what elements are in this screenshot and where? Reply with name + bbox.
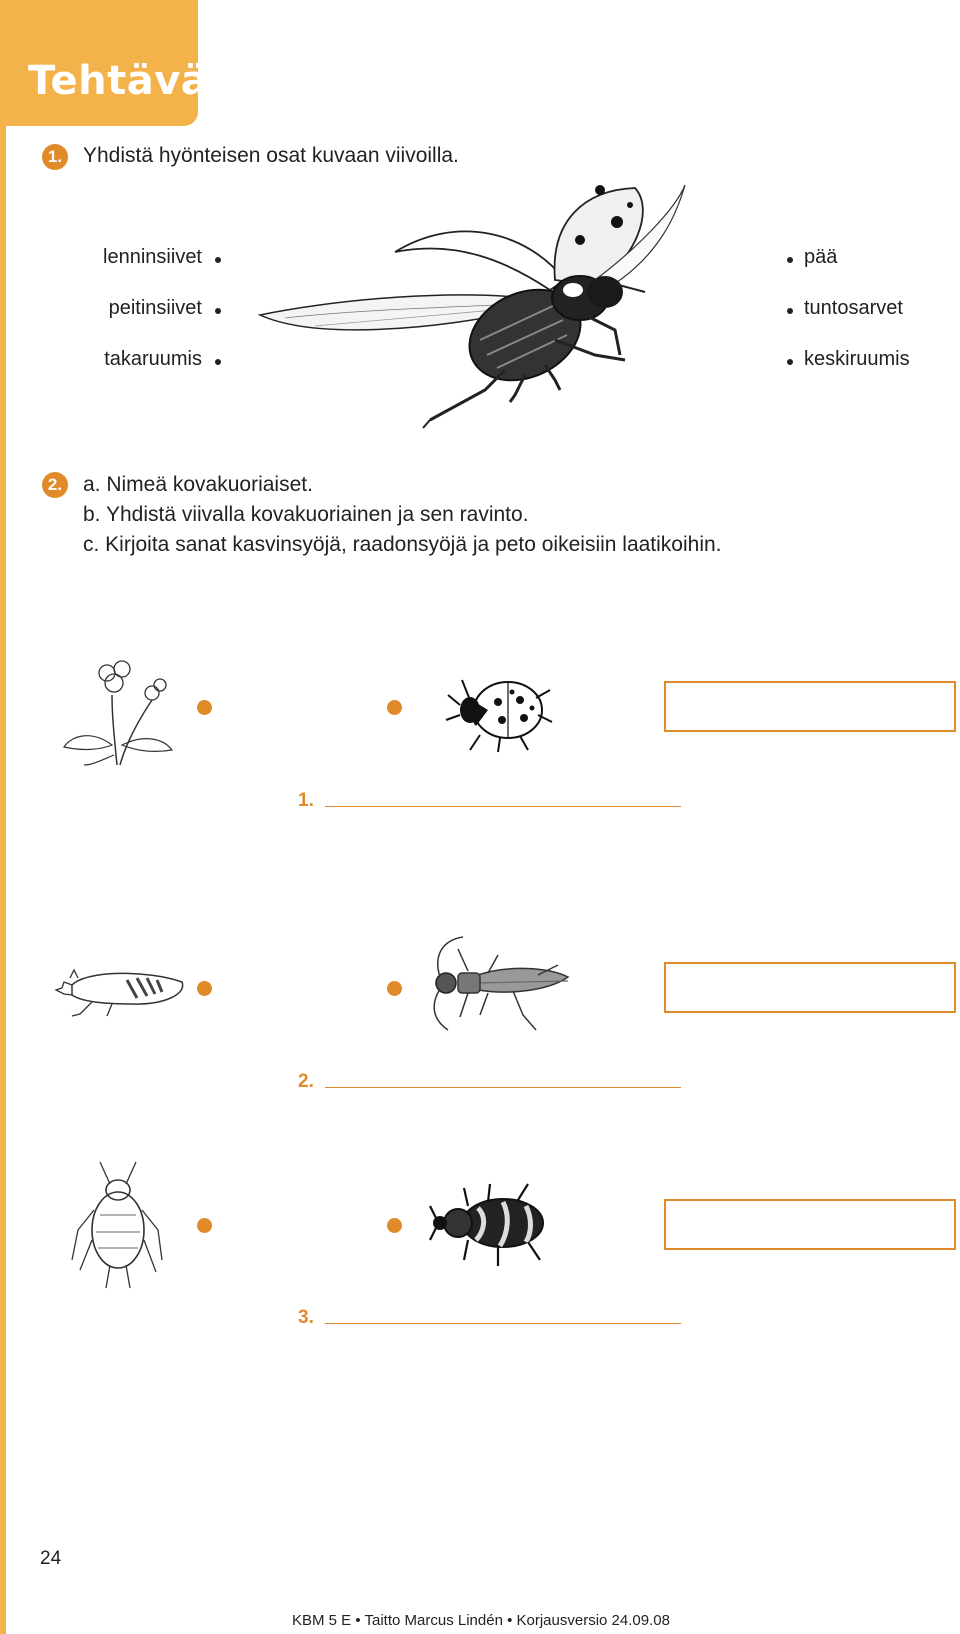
beetle-name-line-3[interactable] <box>325 1323 681 1324</box>
label-peitinsiivet: peitinsiivet <box>108 297 202 319</box>
diet-answer-box-2[interactable] <box>664 962 956 1013</box>
page-title: Tehtävät <box>28 58 228 104</box>
task-2-number: 2. <box>42 472 68 498</box>
food-connect-dot[interactable] <box>197 700 212 715</box>
header-tab <box>0 0 228 126</box>
pansy-plant-illustration <box>62 655 174 767</box>
footer-credits: KBM 5 E • Taitto Marcus Lindén • Korjausversio 24.09.08 <box>292 1612 670 1629</box>
diet-answer-box-3[interactable] <box>664 1199 956 1250</box>
task-2-line-c: c. Kirjoita sanat kasvinsyöjä, raadonsyöjä ja peto oikeisiin laatikoihin. <box>83 533 722 556</box>
seven-spot-ladybird-illustration <box>440 660 555 755</box>
task-2-line-a: a. Nimeä kovakuoriaiset. <box>83 473 313 496</box>
beetle-name-number: 2. <box>298 1071 314 1092</box>
flying-ladybug-illustration <box>255 180 695 445</box>
food-connect-dot[interactable] <box>197 1218 212 1233</box>
label-tuntosarvet: tuntosarvet <box>804 297 903 319</box>
beetle-name-line-2[interactable] <box>325 1087 681 1088</box>
food-connect-dot[interactable] <box>197 981 212 996</box>
connect-point[interactable] <box>787 257 793 263</box>
beetle-connect-dot[interactable] <box>387 981 402 996</box>
connect-point[interactable] <box>215 257 221 263</box>
soldier-beetle-illustration <box>418 935 578 1045</box>
beetle-connect-dot[interactable] <box>387 1218 402 1233</box>
beetle-name-line-1[interactable] <box>325 806 681 807</box>
diet-answer-box-1[interactable] <box>664 681 956 732</box>
task-1-instruction: Yhdistä hyönteisen osat kuvaan viivoilla. <box>83 144 459 167</box>
task-2-line-b: b. Yhdistä viivalla kovakuoriainen ja sen ravinto. <box>83 503 529 526</box>
beetle-name-number: 3. <box>298 1307 314 1328</box>
burying-beetle-illustration <box>428 1178 558 1273</box>
label-paa: pää <box>804 246 838 268</box>
beetle-name-number: 1. <box>298 790 314 811</box>
dead-mouse-illustration <box>52 960 192 1020</box>
connect-point[interactable] <box>787 308 793 314</box>
page-number: 24 <box>40 1548 62 1569</box>
label-takaruumis: takaruumis <box>104 348 202 370</box>
beetle-connect-dot[interactable] <box>387 700 402 715</box>
connect-point[interactable] <box>787 359 793 365</box>
aphid-illustration <box>70 1160 170 1292</box>
connect-point[interactable] <box>215 308 221 314</box>
label-keskiruumis: keskiruumis <box>804 348 910 370</box>
task-1-number: 1. <box>42 144 68 170</box>
label-lenninsiivet: lenninsiivet <box>103 246 202 268</box>
connect-point[interactable] <box>215 359 221 365</box>
